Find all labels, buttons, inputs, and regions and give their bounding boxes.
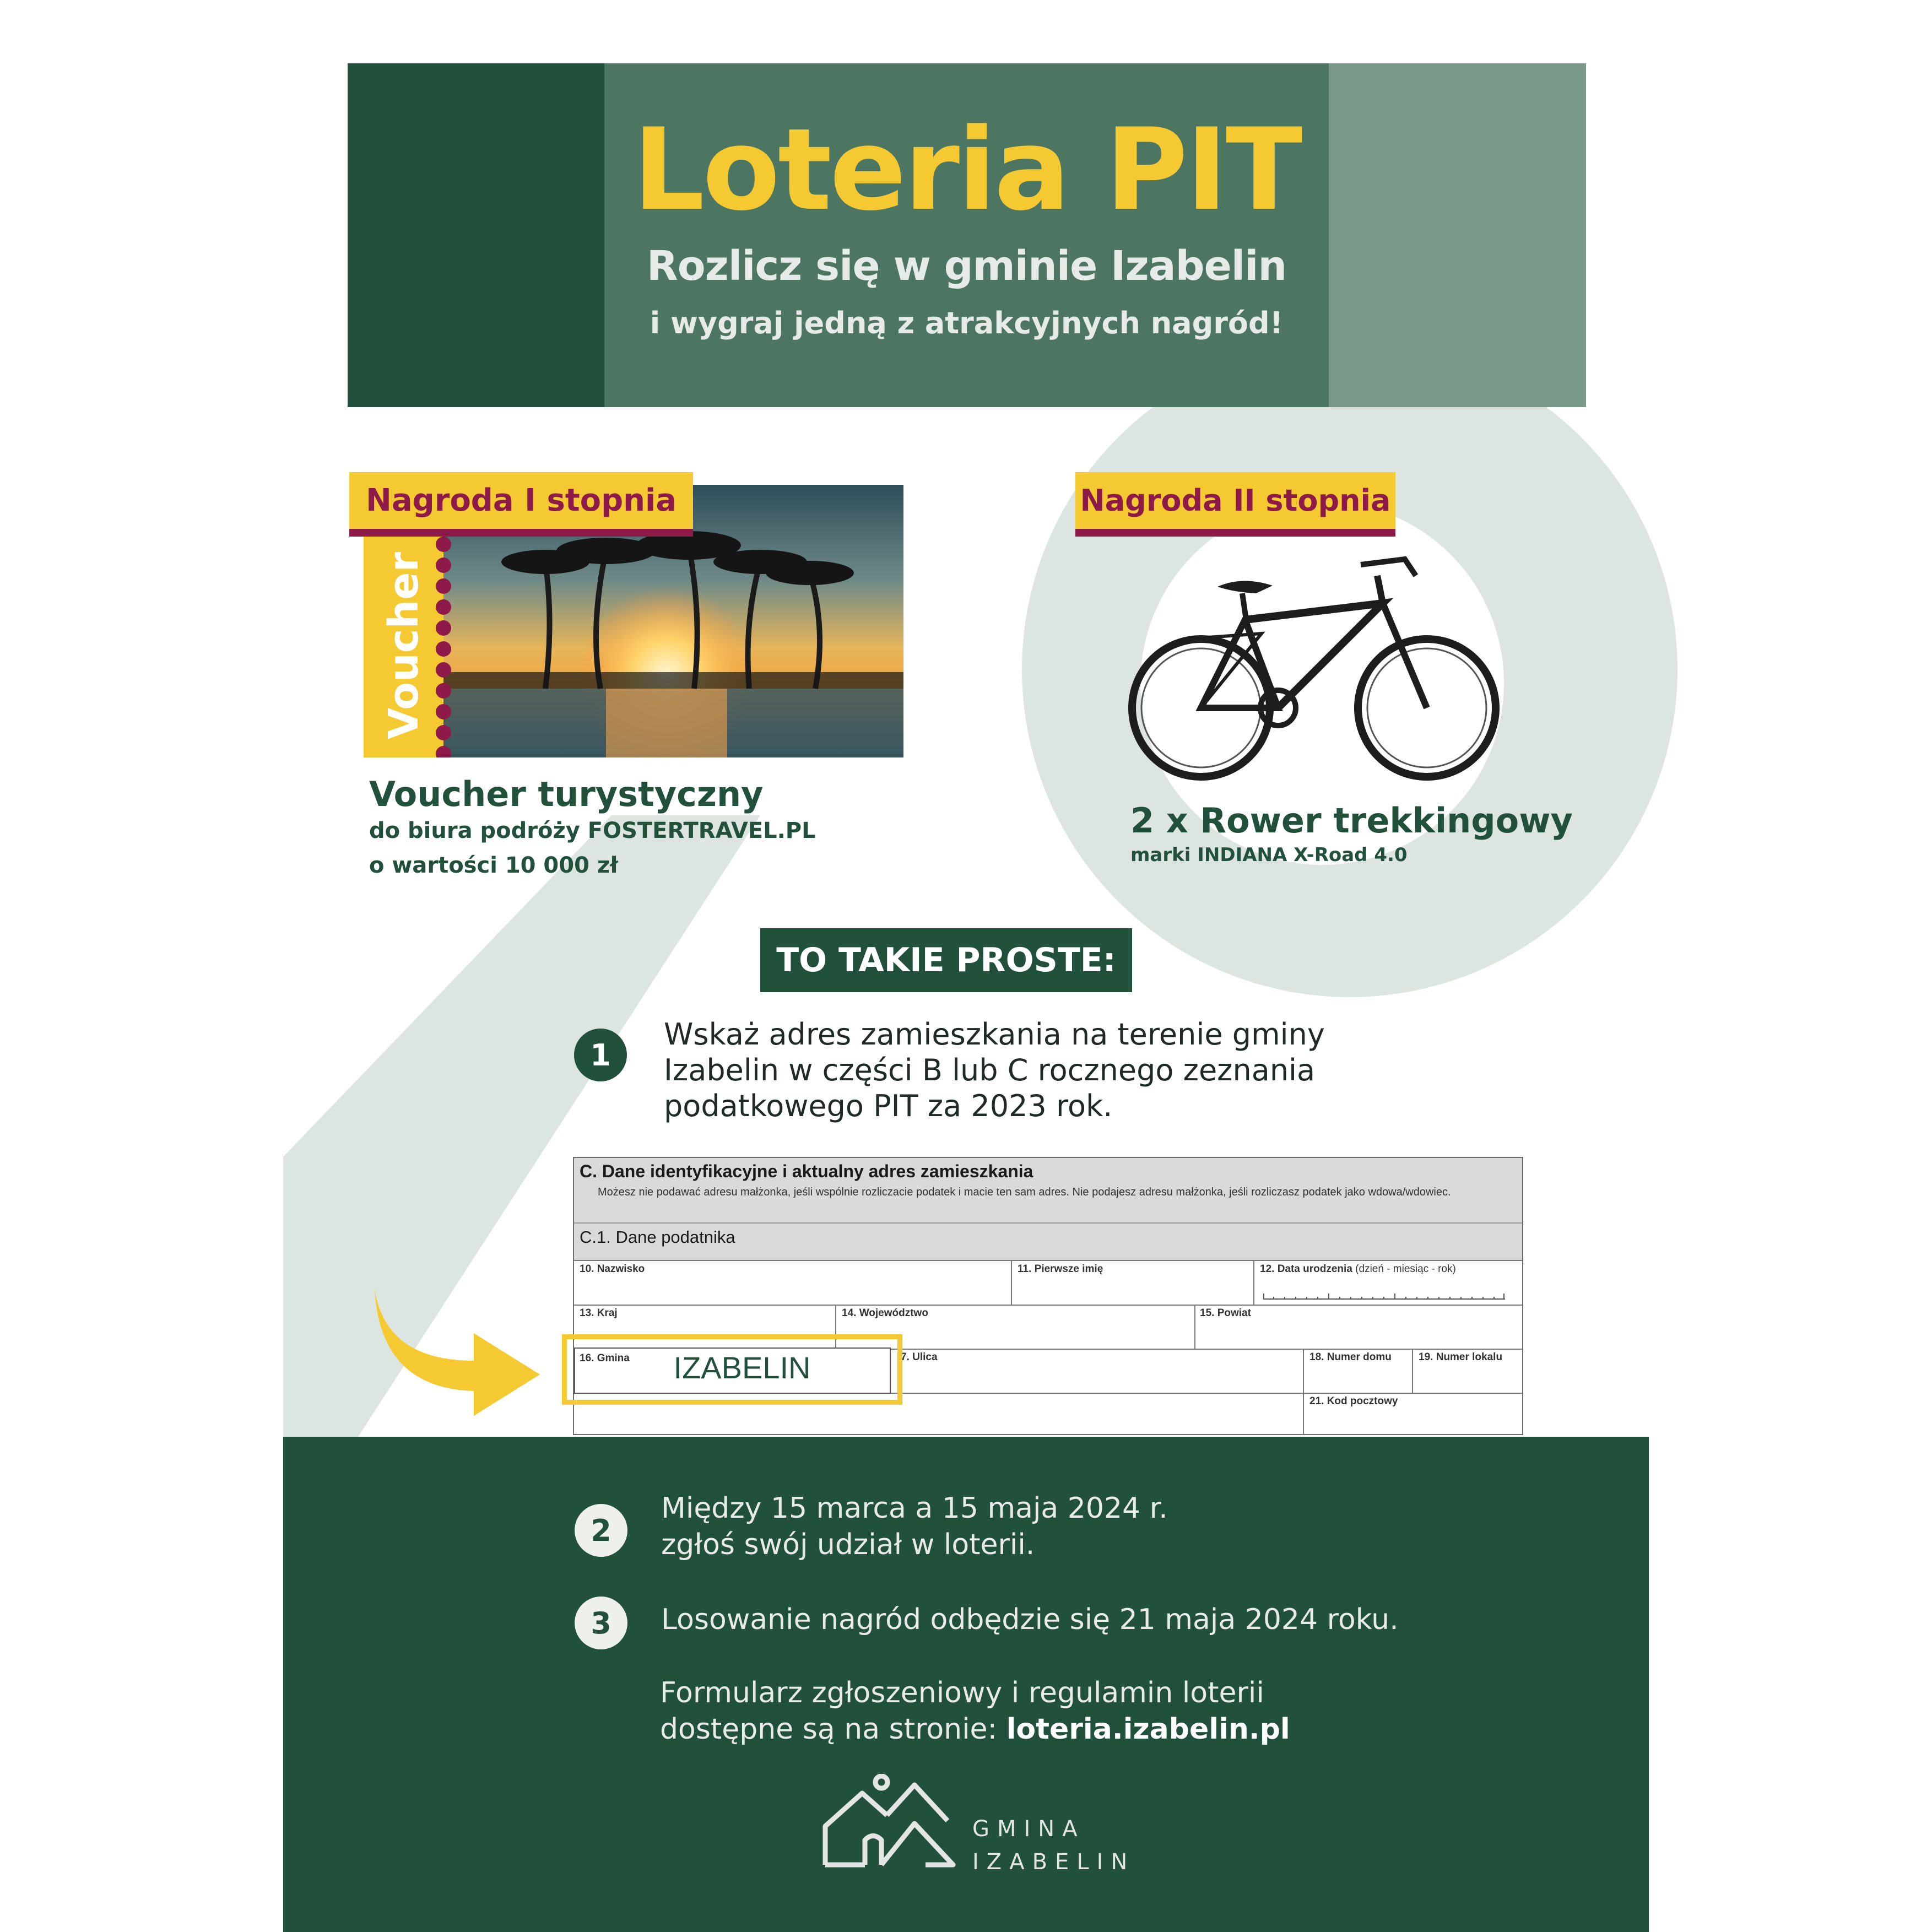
logo-wordmark: GMINA IZABELIN	[972, 1816, 1135, 1875]
subtitle-line-1: Rozlicz się w gminie Izabelin	[646, 242, 1287, 290]
voucher-label: Voucher	[380, 551, 427, 739]
info-line-2: dostępne są na stronie: loteria.izabelin.pl	[660, 1713, 1290, 1746]
prize-2-detail: marki INDIANA X-Road 4.0	[1130, 844, 1408, 866]
field-label-gmina: 16. Gmina	[580, 1352, 630, 1364]
form-section-note: Możesz nie podawać adresu małżonka, jeśli wspólnie rozliczacie podatek i macie ten sam adres. Nie podajesz adresu małżonka, jeśli rozliczasz podatek jako wdowa/wdowiec.	[598, 1186, 1451, 1198]
arrow-icon	[364, 1278, 551, 1421]
subtitle-line-2: i wygraj jedną z atrakcyjnych nagród!	[650, 306, 1284, 340]
step-2-line-2: zgłoś swój udział w loterii.	[661, 1528, 1035, 1561]
form-col-line	[1303, 1349, 1304, 1435]
prize-2-badge: Nagroda II stopnia	[1075, 472, 1395, 529]
field-label-apartment-number: 19. Numer lokalu	[1419, 1351, 1503, 1363]
step-2-text	[661, 1490, 1432, 1563]
prize-1-value: o wartości 10 000 zł	[369, 853, 618, 878]
website-link[interactable]: loteria.izabelin.pl	[1006, 1713, 1290, 1746]
prize-1-badge: Nagroda I stopnia	[349, 472, 693, 529]
step-3-text: Losowanie nagród odbędzie się 21 maja 2024 roku.	[661, 1603, 1399, 1636]
date-input-ticks	[1263, 1292, 1505, 1300]
page-title: Loteria PIT	[632, 105, 1301, 236]
header-right-panel	[1329, 63, 1586, 407]
field-label-surname: 10. Nazwisko	[580, 1263, 645, 1275]
form-subsection-title: C.1. Dane podatnika	[580, 1227, 735, 1247]
form-section-title: C. Dane identyfikacyjne i aktualny adres zamieszkania	[580, 1161, 1033, 1181]
step-1-text: Wskaż adres zamieszkania na terenie gminy Izabelin w części B lub C rocznego zeznania podatkowego PIT za 2023 rok.	[664, 1017, 1325, 1123]
info-text	[660, 1675, 1486, 1747]
field-label-first-name: 11. Pierwsze imię	[1018, 1263, 1103, 1275]
form-row-line	[574, 1260, 1522, 1261]
step-3-number: 3	[575, 1597, 627, 1649]
field-label-street: 7. Ulica	[901, 1351, 938, 1363]
field-label-house-number: 18. Numer domu	[1309, 1351, 1392, 1363]
field-label-postal-code: 21. Kod pocztowy	[1309, 1395, 1398, 1407]
step-1-number: 1	[574, 1029, 627, 1081]
form-row-line	[574, 1305, 1522, 1306]
bicycle-icon	[1118, 543, 1515, 785]
field-label-county: 15. Powiat	[1200, 1307, 1251, 1319]
field-label-voivodeship: 14. Województwo	[842, 1307, 928, 1319]
prize-2-title: 2 x Rower trekkingowy	[1130, 800, 1573, 841]
form-col-line	[1194, 1305, 1195, 1349]
form-col-line	[1253, 1260, 1254, 1305]
field-label-birth-date: 12. Data urodzenia (dzień - miesiąc - rok)	[1260, 1263, 1456, 1275]
info-line-1: Formularz zgłoszeniowy i regulamin loterii	[660, 1676, 1264, 1709]
step-2-number: 2	[575, 1504, 627, 1557]
prize-1-title: Voucher turystyczny	[369, 774, 764, 814]
steps-heading: TO TAKIE PROSTE:	[760, 928, 1132, 992]
gmina-value: IZABELIN	[673, 1350, 811, 1385]
field-label-country: 13. Kraj	[580, 1307, 618, 1319]
prize-1-detail: do biura podróży FOSTERTRAVEL.PL	[369, 818, 816, 843]
form-col-line	[1011, 1260, 1012, 1305]
form-col-line	[1412, 1349, 1413, 1393]
gmina-izabelin-logo-icon	[821, 1774, 959, 1870]
step-2-line-1: Między 15 marca a 15 maja 2024 r.	[661, 1492, 1168, 1525]
